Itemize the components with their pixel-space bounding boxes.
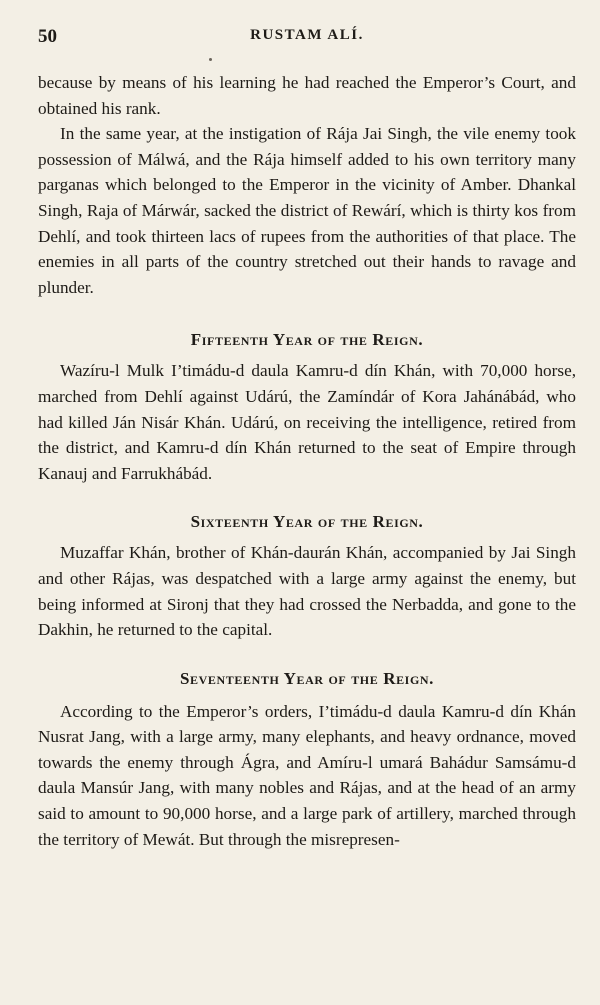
section-heading-fifteenth-year: Fifteenth Year of the Reign. (190, 330, 424, 350)
paragraph-fifteenth-year: Wazíru-l Mulk I’timádu-d daula Kamru-d dín Khán, with 70,000 horse, marched from Dehlí against Udárú, the Zamíndár of Kora Jahánábád, who had killed Ján Nisár Khán. Udárú, on receiving the intelligence, retired from the district, and Kamru-d dín Khán returned to the seat of Empire through Kanauj and Farrukhábád. (38, 361, 576, 483)
section-heading-seventeenth-year: Seventeenth Year of the Reign. (180, 668, 434, 688)
page-header (38, 0, 576, 70)
page-number: 50 (38, 26, 57, 47)
ink-speck (209, 58, 212, 61)
paragraph-sixteenth-year: Muzaffar Khán, brother of Khán-daurán Khán, accompanied by Jai Singh and other Rájas, was despatched with a large army against the enemy, but being informed at Sironj that they had crossed the Nerbadda, and gone to the Dakhin, he returned to the capital. (38, 543, 576, 640)
paragraph-seventeenth-year: According to the Emperor’s orders, I’timádu-d daula Kamru-d dín Khán Nusrat Jang, with a large army, many elephants, and heavy ordnance, moved towards the enemy through Ágra, and Amíru-l umará Bahádur Samsámu-d daula Mansúr Jang, with many nobles and Rájas, and at the head of an army said to amount to 90,000 horse, and a large park of artillery, marched through the territory of Mewát. But through the misrepresen- (38, 701, 576, 849)
paragraph-malwa: In the same year, at the instigation of Rája Jai Singh, the vile enemy took possession of Málwá, and the Rája himself added to his own territory many parganas which belonged to the Emperor in the vicinity of Amber. Dhankal Singh, Raja of Márwár, sacked the district of Rewárí, which is thirty kos from Dehlí, and took thirteen lacs of rupees from the authorities of that place. The enemies in all parts of the country stretched out their hands to ravage and plunder. (38, 124, 576, 297)
running-head: RUSTAM ALÍ. (250, 27, 364, 43)
section-heading-sixteenth-year: Sixteenth Year of the Reign. (190, 512, 424, 532)
paragraph-continued: because by means of his learning he had reached the Emperor’s Court, and obtained his rank. (38, 73, 576, 118)
